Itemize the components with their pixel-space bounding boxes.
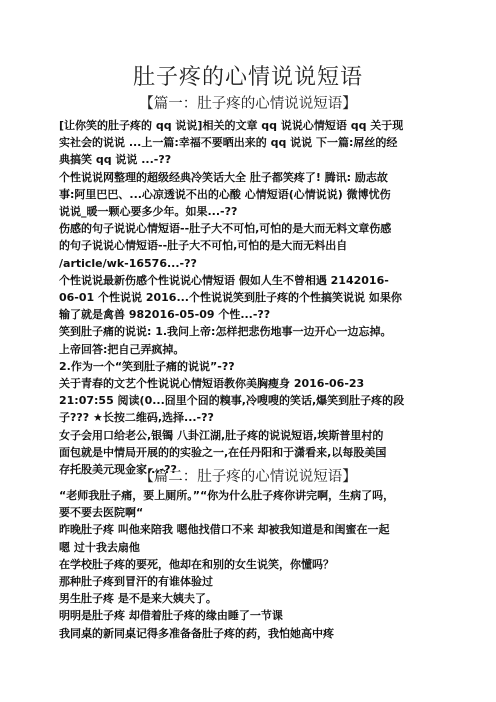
text-line: 女子会用口给老公,银镯 八卦江湖,肚子疼的说说短语,埃斯普里村的	[59, 428, 384, 442]
text-line: 那种肚子疼到冒汗的有谁体验过	[59, 575, 213, 589]
text-line: 子??? ★长按二维码,选择...-??	[59, 411, 214, 425]
text-line: 事:阿里巴巴、...心凉透说不出的心酸 心情短语(心情说说) 微博忧伤	[59, 187, 391, 201]
text-line: 说说_暖一颗心要多少年。如果...-??	[59, 205, 238, 219]
text-line: 要不要去医院啊“	[59, 506, 144, 520]
text-line: 男生肚子疼 是不是来大姨夫了。	[59, 592, 217, 606]
text-line: 典搞笑 qq 说说 ...-??	[59, 153, 172, 167]
text-line: 伤感的句子说说心情短语--肚子大不可怕,可怕的是大而无料文章伤感	[59, 222, 392, 236]
text-line: 个性说说网整理的超级经典冷笑话大全 肚子都笑疼了! 腾讯: 励志故	[59, 170, 388, 184]
text-line: 明明是肚子疼 却借着肚子疼的缘由睡了一节课	[59, 609, 283, 623]
text-line: 存托股美元现金家...-??	[59, 463, 177, 477]
text-line: 的句子说说心情短语--肚子大不可怕,可怕的是大而无料出自	[59, 239, 348, 253]
text-line: 笑到肚子痛的说说: 1.我问上帝:怎样把悲伤地事一边开心一边忘掉。	[59, 325, 392, 339]
text-line: 输了就是禽兽 982016-05-09 个性...-??	[59, 308, 271, 322]
text-line: 个性说说最新伤感个性说说心情短语 假如人生不曾相遇 2142016-	[59, 273, 389, 287]
text-line: 在学校肚子疼的要死，他却在和别的女生说笑，你懂吗？	[59, 557, 334, 571]
section-1-body	[59, 117, 439, 478]
text-line: 我同桌的新同桌记得多准备备肚子疼的药，我怕她高中疼	[59, 626, 334, 640]
text-line: 嗯 过十我去扇他	[59, 540, 140, 554]
text-line: 06-01 个性说说 2016...个性说说笑到肚子疼的个性搞笑说说 如果你	[59, 291, 402, 305]
text-line: /article/wk-16576...-??	[59, 256, 197, 270]
text-line: 昨晚肚子疼 叫他来陪我 嗯他找借口不来 却被我知道是和闺蜜在一起	[59, 523, 390, 537]
text-line: [让你笑的肚子疼的 qq 说说]相关的文章 qq 说说心情短语 qq 关于现	[59, 119, 404, 132]
text-line: 实社会的说说 ...上一篇:幸福不要晒出来的 qq 说说 下一篇:屌丝的经	[59, 136, 398, 150]
text-line: “老师我肚子痛，要上厕所。”“你为什么肚子疼你讲完啊，生病了吗，	[59, 489, 395, 502]
section-heading-1: 【篇一：肚子疼的心情说说短语】	[139, 96, 357, 112]
text-line: 2.作为一个“笑到肚子痛的说说”-??	[59, 359, 235, 373]
page-title: 肚子疼的心情说说短语	[132, 65, 363, 90]
section-heading-2: 【篇二：肚子疼的心情说说短语】	[139, 469, 357, 485]
text-line: 面包就是中情局开展的的实验之一,在任丹阳和于潇看来,以每股美国	[59, 445, 387, 459]
text-line: 关于青春的文艺个性说说心情短语教你美胸瘦身 2016-06-23	[59, 377, 365, 391]
text-line: 上帝回答:把自己弄疯掉。	[59, 342, 185, 356]
text-line: 21:07:55 阅读(0...囧里个囧的糗事,冷嗖嗖的笑话,爆笑到肚子疼的段	[59, 394, 405, 408]
section-2-body	[59, 487, 439, 642]
